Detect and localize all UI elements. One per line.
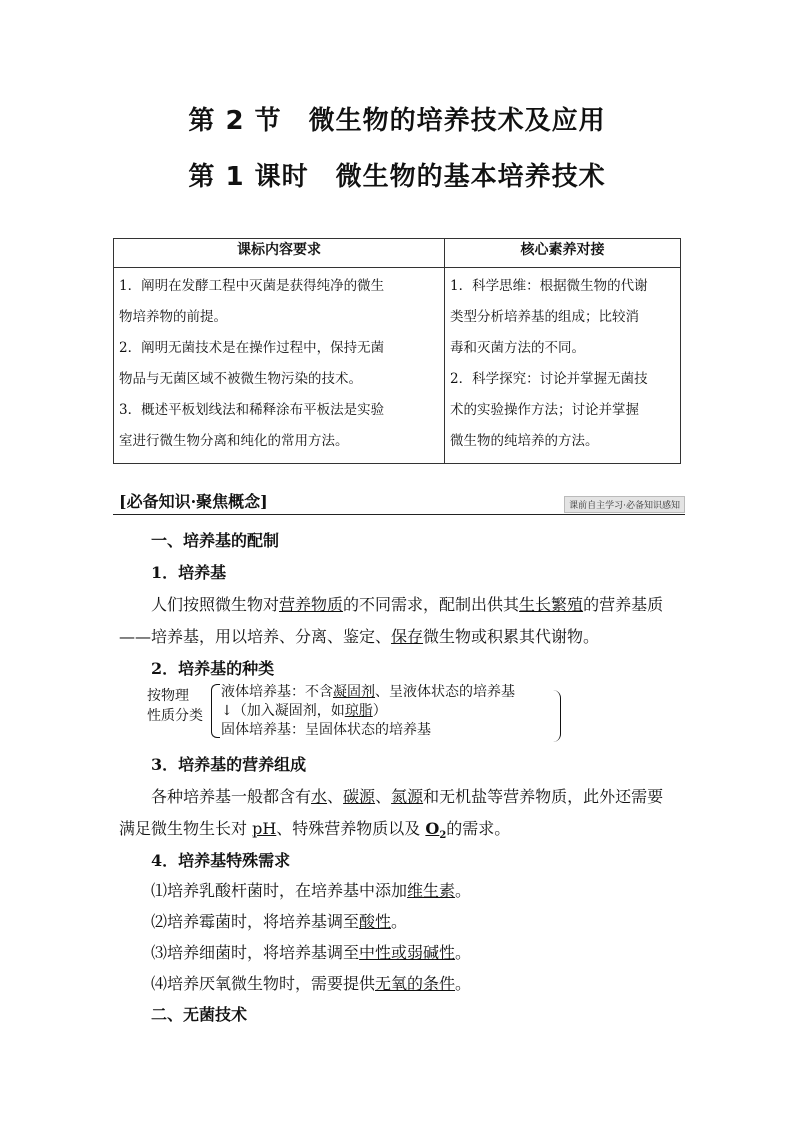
requirements-cell xyxy=(114,268,445,464)
paragraph-line: ——培养基，用以培养、分离、鉴定、保存微生物或积累其代谢物。 xyxy=(119,627,600,646)
heading-aseptic-technique: 二、无菌技术 xyxy=(151,1005,248,1024)
list-item: ⑵培养霉菌时，将培养基调至酸性。 xyxy=(151,912,408,931)
table-header-competencies: 核心素养对接 xyxy=(445,239,681,268)
section-title: [必备知识·聚焦概念] xyxy=(119,492,268,511)
subheading-nutrient-composition: 3．培养基的营养组成 xyxy=(151,755,307,774)
solid-medium-line: 固体培养基：呈固体状态的培养基 xyxy=(221,722,431,738)
right-bracket-icon xyxy=(552,690,561,742)
competency-line: 2．科学探究：讨论并掌握无菌技 xyxy=(450,371,648,387)
requirement-line: 物品与无菌区域不被微生物污染的技术。 xyxy=(119,371,362,387)
list-item: ⑷培养厌氧微生物时，需要提供无氧的条件。 xyxy=(151,974,472,993)
list-item: ⑶培养细菌时，将培养基调至中性或弱碱性。 xyxy=(151,943,472,962)
lesson-section-title: 第 2 节 微生物的培养技术及应用 xyxy=(188,106,606,136)
section-tag: 课前自主学习·必备知识感知 xyxy=(564,496,685,513)
requirement-line: 3．概述平板划线法和稀释涂布平板法是实验 xyxy=(119,402,385,418)
subheading-special-needs: 4．培养基特殊需求 xyxy=(151,851,291,870)
table-row xyxy=(114,268,681,464)
competency-line: 1．科学思维：根据微生物的代谢 xyxy=(450,278,648,294)
subheading-culture-medium: 1．培养基 xyxy=(151,563,227,582)
left-brace-icon xyxy=(211,684,220,738)
paragraph-line: 满足微生物生长对 pH、特殊营养物质以及 $O_2$的需求。 xyxy=(119,819,511,842)
heading-culture-medium-prep: 一、培养基的配制 xyxy=(151,531,280,550)
competency-line: 毒和灭菌方法的不同。 xyxy=(450,340,585,356)
paragraph-line: 人们按照微生物对营养物质的不同需求，配制出供其生长繁殖的营养基质 xyxy=(151,595,664,614)
table-header-row xyxy=(114,239,681,268)
section-bar xyxy=(113,488,685,515)
diagram-category-label: 按物理 性质分类 xyxy=(147,688,203,724)
conversion-line: ↓（加入凝固剂，如琼脂） xyxy=(221,703,387,719)
curriculum-standards-table xyxy=(113,238,681,464)
lesson-period-title: 第 1 课时 微生物的基本培养技术 xyxy=(188,162,606,192)
requirement-line: 1．阐明在发酵工程中灭菌是获得纯净的微生 xyxy=(119,278,385,294)
list-item: ⑴培养乳酸杆菌时，在培养基中添加维生素。 xyxy=(151,881,472,900)
paragraph-line: 各种培养基一般都含有水、碳源、氮源和无机盐等营养物质，此外还需要 xyxy=(151,787,664,806)
competencies-cell xyxy=(445,268,681,464)
liquid-medium-line: 液体培养基：不含凝固剂、呈液体状态的培养基 xyxy=(221,684,515,700)
competency-line: 术的实验操作方法；讨论并掌握 xyxy=(450,402,639,418)
subheading-medium-types: 2．培养基的种类 xyxy=(151,659,275,678)
table-header-requirements: 课标内容要求 xyxy=(114,239,445,268)
requirement-line: 室进行微生物分离和纯化的常用方法。 xyxy=(119,433,349,449)
competency-line: 微生物的纯培养的方法。 xyxy=(450,433,599,449)
competency-line: 类型分析培养基的组成；比较消 xyxy=(450,309,639,325)
requirement-line: 2．阐明无菌技术是在操作过程中，保持无菌 xyxy=(119,340,385,356)
medium-classification-diagram xyxy=(147,680,567,744)
requirement-line: 物培养物的前提。 xyxy=(119,309,227,325)
